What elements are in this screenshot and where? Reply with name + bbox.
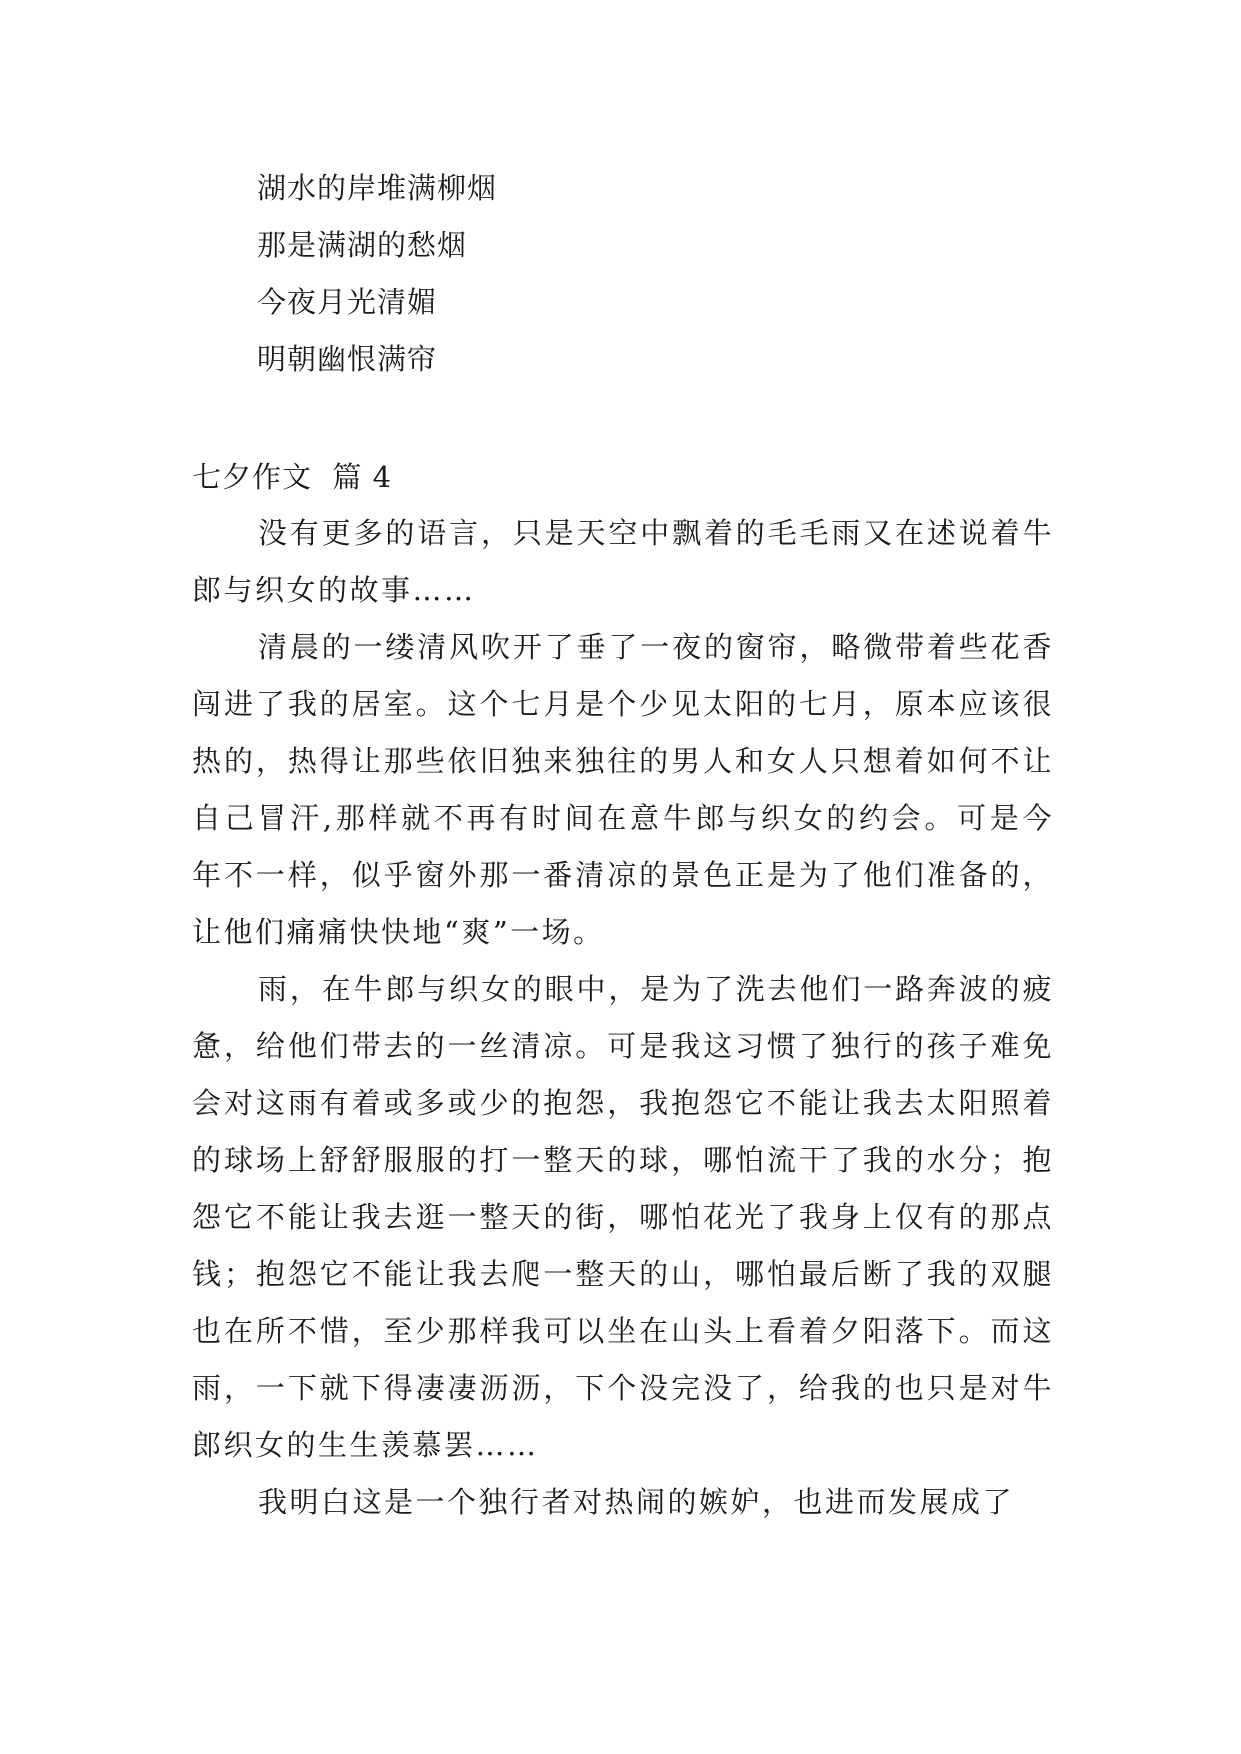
poem-line: 今夜月光清媚: [257, 285, 438, 319]
section-title: 七夕作文 篇 4: [192, 460, 393, 494]
body-text: [192, 505, 1054, 1531]
paragraph: 清晨的一缕清风吹开了垂了一夜的窗帘，略微带着些花香闯进了我的居室。这个七月是个少见太阳的七月，原本应该很热的，热得让那些依旧独来独往的男人和女人只想着如何不让自己冒汗,那样就不再有时间在意牛郎与织女的约会。可是今年不一样，似乎窗外那一番清凉的景色正是为了他们准备的，让他们痛痛快快地“爽”一场。: [192, 630, 1054, 949]
poem-line: 湖水的岸堆满柳烟: [257, 171, 498, 205]
poem-line: 那是满湖的愁烟: [257, 228, 468, 262]
poem-block: [257, 160, 1057, 388]
paragraph: 雨，在牛郎与织女的眼中，是为了洗去他们一路奔波的疲惫，给他们带去的一丝清凉。可是我这习惯了独行的孩子难免会对这雨有着或多或少的抱怨，我抱怨它不能让我去太阳照着的球场上舒舒服服的打一整天的球，哪怕流干了我的水分；抱怨它不能让我去逛一整天的街，哪怕花光了我身上仅有的那点钱；抱怨它不能让我去爬一整天的山，哪怕最后断了我的双腿也在所不惜，至少那样我可以坐在山头上看着夕阳落下。而这雨，一下就下得凄凄沥沥，下个没完没了，给我的也只是对牛郎织女的生生羡慕罢……: [192, 972, 1054, 1462]
poem-line: 明朝幽恨满帘: [257, 342, 438, 376]
paragraph: 没有更多的语言，只是天空中飘着的毛毛雨又在述说着牛郎与织女的故事……: [192, 516, 1054, 607]
paragraph: 我明白这是一个独行者对热闹的嫉妒，也进而发展成了: [258, 1485, 1015, 1519]
